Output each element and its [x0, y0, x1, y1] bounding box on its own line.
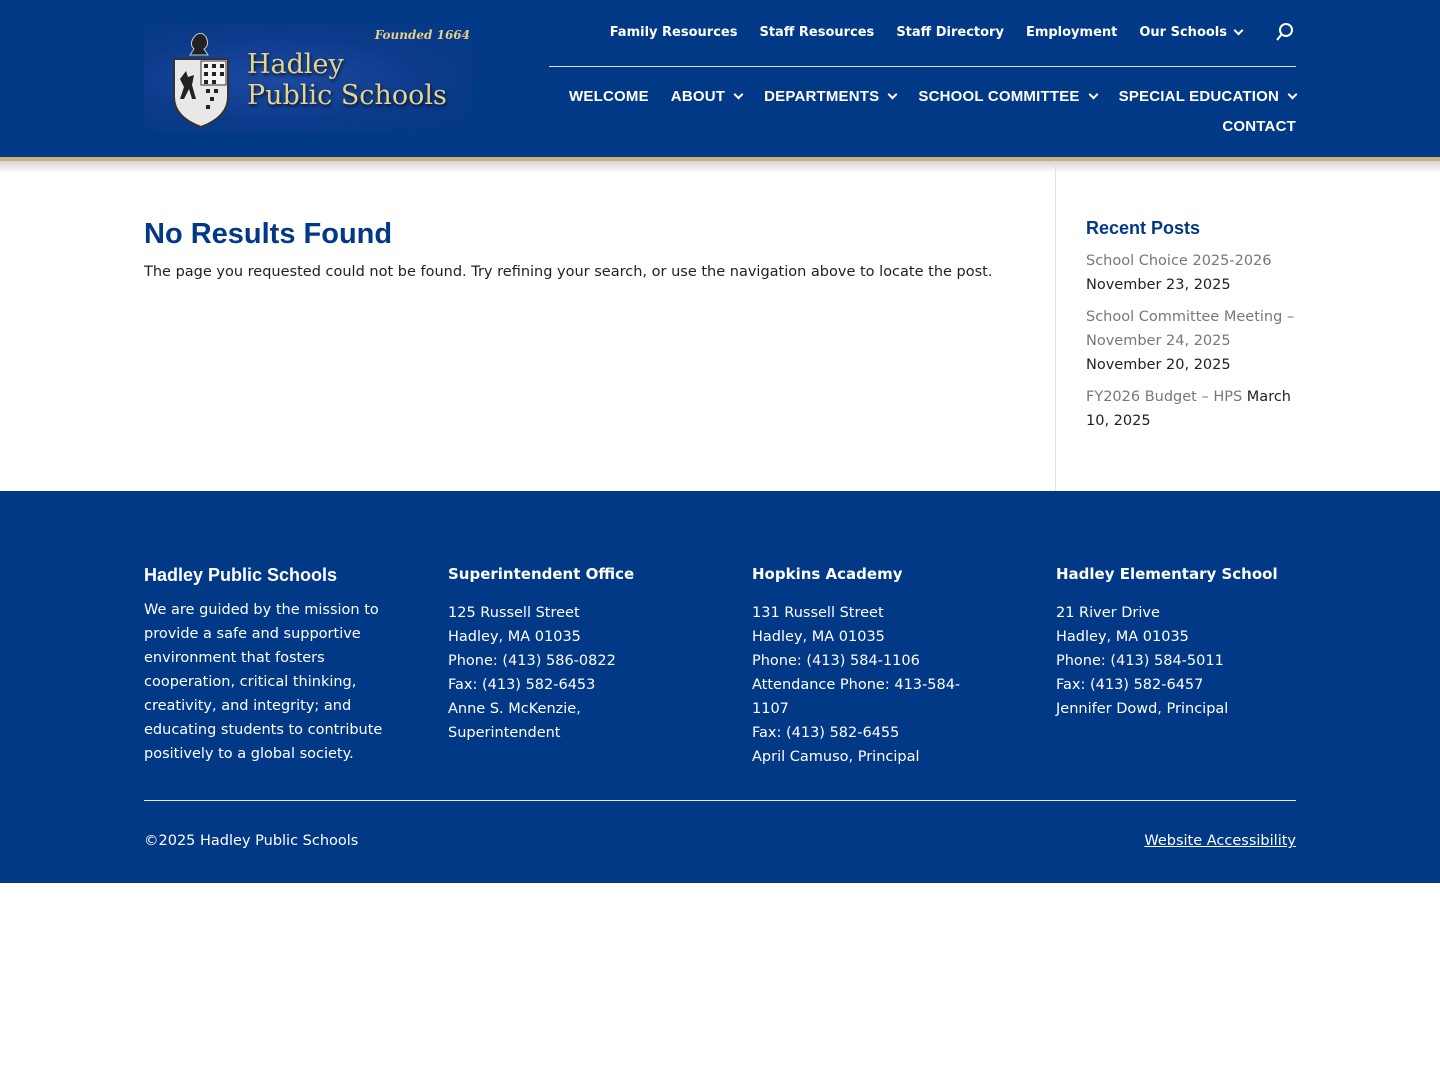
nav-about[interactable]: [671, 88, 742, 105]
post-link[interactable]: School Choice 2025-2026: [1086, 253, 1272, 269]
sidebar-recent-posts: [1086, 218, 1300, 441]
logo-wordmark-line1: Hadley: [247, 49, 344, 80]
address-line: 125 Russell Street: [448, 605, 580, 621]
footer-about: [144, 565, 394, 766]
address-line: 131 Russell Street: [752, 605, 884, 621]
crest-icon: [166, 31, 236, 129]
city-line: Hadley, MA 01035: [752, 629, 885, 645]
footer-elementary: [1056, 565, 1306, 721]
footer-superintendent: [448, 565, 698, 745]
sidebar-divider: [1055, 161, 1056, 491]
logo-wordmark-line2: Public Schools: [247, 80, 447, 111]
site-footer: [0, 491, 1440, 883]
chevron-down-icon: [888, 90, 898, 100]
list-item: [1086, 249, 1300, 297]
nav-school-committee[interactable]: [918, 88, 1096, 105]
nav-special-education-label: SPECIAL EDUCATION: [1118, 88, 1279, 105]
not-found-message: The page you requested could not be found. Try refining your search, or use the navigation above to locate the post.: [144, 264, 993, 280]
search-button[interactable]: [1274, 21, 1296, 43]
city-line: Hadley, MA 01035: [1056, 629, 1189, 645]
list-item: [1086, 385, 1300, 433]
post-date: November 23, 2025: [1086, 277, 1231, 293]
footer-divider: [144, 800, 1296, 801]
nav-departments-label: DEPARTMENTS: [764, 88, 880, 105]
chevron-down-icon: [1288, 90, 1298, 100]
phone-line: Phone: (413) 586-0822: [448, 653, 616, 669]
accessibility-link[interactable]: Website Accessibility: [1144, 833, 1296, 849]
footer-about-heading: Hadley Public Schools: [144, 565, 338, 585]
utility-link-family-resources[interactable]: Family Resources: [609, 24, 738, 40]
utility-link-staff-resources[interactable]: Staff Resources: [759, 24, 875, 40]
post-date: November 20, 2025: [1086, 357, 1231, 373]
our-schools-label: Our Schools: [1139, 24, 1227, 40]
mission-statement: We are guided by the mission to provide a safe and supportive environment that fosters cooperation, critical thinking, creativity, and integrity; and educating students to contribute positively to a global society.: [144, 602, 383, 762]
nav-divider: [549, 66, 1296, 67]
footer-superintendent-heading: Superintendent Office: [448, 565, 635, 583]
nav-contact[interactable]: CONTACT: [1222, 118, 1296, 135]
contact-person: April Camuso, Principal: [752, 749, 920, 765]
fax-line: Fax: (413) 582-6455: [752, 725, 900, 741]
fax-line: Fax: (413) 582-6457: [1056, 677, 1204, 693]
post-link[interactable]: School Committee Meeting – November 24, 2025: [1086, 309, 1295, 349]
nav-special-education[interactable]: [1119, 88, 1296, 105]
city-line: Hadley, MA 01035: [448, 629, 581, 645]
utility-link-employment[interactable]: Employment: [1025, 24, 1118, 40]
attendance-phone-line: Attendance Phone: 413-584-1107: [752, 677, 961, 717]
nav-about-label: ABOUT: [670, 88, 726, 105]
post-date: March 10, 2025: [1086, 389, 1291, 429]
chevron-down-icon: [1234, 25, 1244, 35]
nav-school-committee-label: SCHOOL COMMITTEE: [918, 88, 1080, 105]
utility-link-our-schools[interactable]: [1139, 25, 1242, 40]
chevron-down-icon: [734, 90, 744, 100]
search-icon: [1274, 21, 1296, 43]
footer-elementary-heading: Hadley Elementary School: [1056, 565, 1278, 583]
post-link[interactable]: FY2026 Budget – HPS: [1086, 389, 1243, 405]
fax-line: Fax: (413) 582-6453: [448, 677, 596, 693]
address-line: 21 River Drive: [1056, 605, 1160, 621]
nav-welcome[interactable]: WELCOME: [569, 88, 649, 105]
utility-link-staff-directory[interactable]: Staff Directory: [896, 24, 1004, 40]
phone-line: Phone: (413) 584-1106: [752, 653, 920, 669]
founded-tagline: Founded 1664: [374, 28, 470, 42]
nav-departments[interactable]: [764, 88, 896, 105]
chevron-down-icon: [1088, 90, 1098, 100]
site-header: [0, 0, 1440, 157]
page-title: No Results Found: [144, 218, 393, 250]
phone-line: Phone: (413) 584-5011: [1056, 653, 1224, 669]
footer-hopkins: [752, 565, 1002, 769]
list-item: [1086, 305, 1300, 377]
header-shadow: [0, 161, 1440, 173]
recent-posts-heading: Recent Posts: [1086, 218, 1201, 238]
main-nav: [569, 88, 1296, 105]
copyright-text: ©2025 Hadley Public Schools: [144, 833, 359, 849]
contact-person: Anne S. McKenzie, Superintendent: [448, 701, 581, 741]
site-logo[interactable]: [144, 23, 472, 134]
footer-hopkins-heading: Hopkins Academy: [752, 565, 903, 583]
contact-person: Jennifer Dowd, Principal: [1056, 701, 1229, 717]
utility-nav: [610, 21, 1296, 43]
